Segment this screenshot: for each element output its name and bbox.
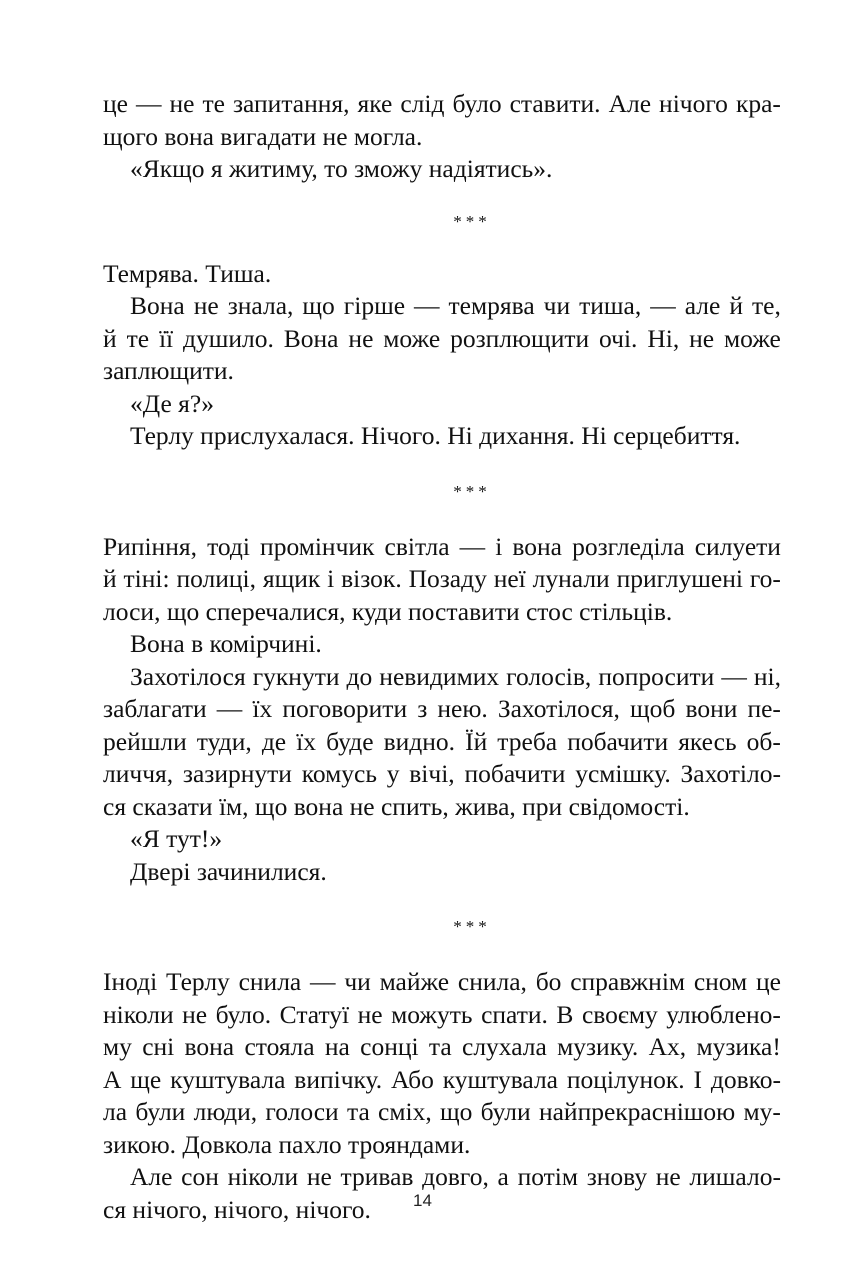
text-line: зикою. Довкола пахло трояндами. [103,1129,471,1159]
text-line: Захотілося гукнути до невидимих голосів, попросити — ні, [130,661,781,691]
text-line: Іноді Терлу снила — чи майже снила, бо справжнім сном це [103,967,781,996]
section-separator: *** [453,917,491,936]
paragraph [103,661,781,824]
paragraph [103,420,781,453]
section-separator: *** [453,211,491,231]
page-number: 14 [413,1191,432,1210]
paragraph [103,966,781,1161]
paragraph [103,290,781,388]
text-line: щого вона вигадати не могла. [103,121,423,151]
text-line: рейшли туди, де їх буде видно. Їй треба побачити якесь об- [103,726,781,756]
paragraph [103,388,781,421]
text-line: «Де я?» [130,388,214,418]
text-line: му сні вона стояла на сонці та слухала музику. Ах, музика! [103,1032,781,1061]
text-line: А ще куштувала випічку. Або куштувала поцілунок. І довко- [103,1064,781,1094]
paragraph [103,153,781,186]
text-line: ніколи не було. Статуї не можуть спати. В своєму улюблено- [103,999,781,1029]
text-line: лоси, що сперечалися, куди поставити стос стільців. [103,596,673,626]
section-separator: *** [453,481,491,501]
book-page-text [103,88,781,1226]
text-line: ла були люди, голоси та сміх, що були найпрекраснішою му- [103,1097,781,1126]
paragraph [103,531,781,629]
text-line: Двері зачинилися. [130,856,327,886]
text-line: ся нічого, нічого, нічого. [103,1194,371,1224]
text-line: заплющити. [103,356,234,385]
paragraph [103,856,781,889]
text-line: «Я тут!» [130,824,223,853]
text-line: Рипіння, тоді промінчик світла — і вона розгледіла силуети [103,531,781,561]
text-line: заблагати — їх поговорити з нею. Захотілося, щоб вони пе- [103,694,781,723]
text-line: личчя, зазирнути комусь у вічі, побачити усмішку. Захотіло- [103,759,781,788]
paragraph [103,258,781,291]
text-line: Але сон ніколи не тривав довго, а потім знову не лишало- [130,1162,781,1191]
paragraph [103,628,781,661]
text-line: «Якщо я житиму, то зможу надіятись». [130,154,553,183]
text-line: Вона не знала, що гірше — темрява чи тиша, — але й те, [130,291,781,320]
text-line: це — не те запитання, яке слід було ставити. Але нічого кра- [103,89,781,118]
text-line: Вона в комірчині. [130,629,322,658]
text-line: ся сказати їм, що вона не спить, жива, при свідомості. [103,791,690,821]
text-line: й те її душило. Вона не може розплющити очі. Ні, не може [103,323,781,353]
paragraph [103,88,781,153]
text-line: й тіні: полиці, ящик і візок. Позаду неї лунали приглушені го- [103,564,781,593]
text-line: Темрява. Тиша. [103,258,272,288]
paragraph [103,823,781,856]
text-line: Терлу прислухалася. Нічого. Ні дихання. Ні серцебиття. [130,421,741,450]
